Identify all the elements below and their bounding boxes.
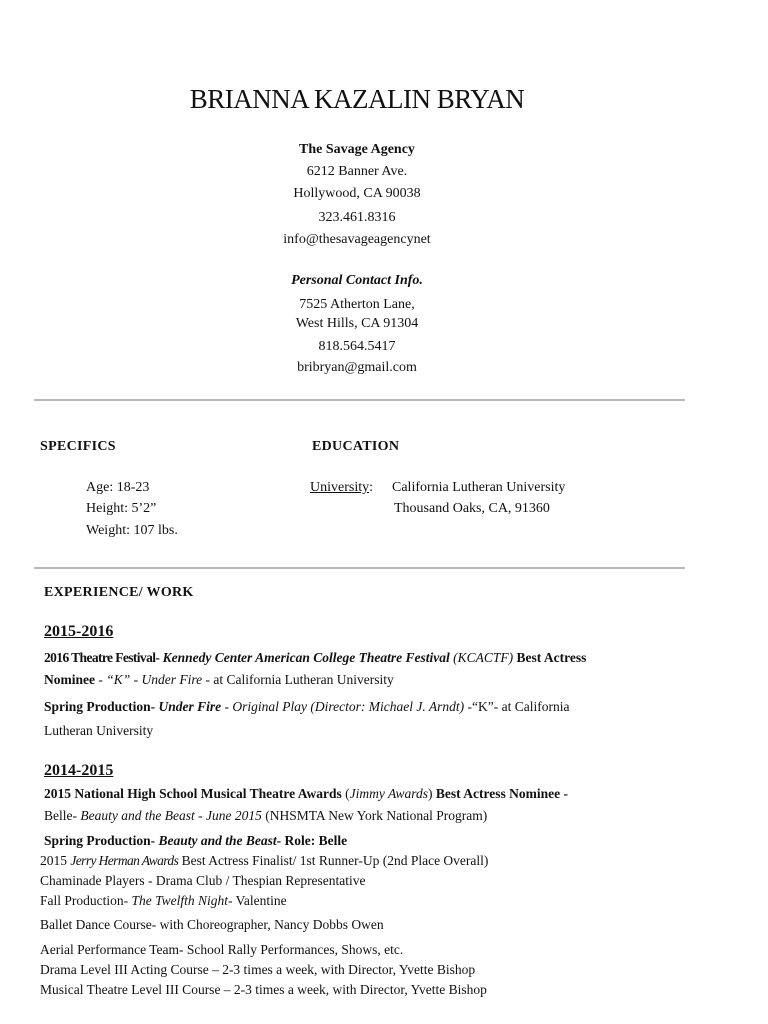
entry-jimmy-awards-lead: 2015 National High School Musical Theatre Awards xyxy=(44,786,342,801)
resume-name: BRIANNA KAZALIN BRYAN xyxy=(189,84,525,114)
entry-jimmy-show: Beauty and the Beast - June 2015 xyxy=(80,808,262,823)
specifics-weight: Weight: 107 lbs. xyxy=(86,523,178,538)
entry-theatre-festival-lead: 2016 Theatre Festival- xyxy=(44,650,160,665)
entry-drama-course: Drama Level III Acting Course – 2-3 times a week, with Director, Yvette Bishop xyxy=(40,962,476,977)
education-label xyxy=(310,480,373,496)
divider-middle xyxy=(34,567,685,569)
entry-spring-2015-lead: Spring Production- xyxy=(44,833,159,848)
agency-phone: 323.461.8316 xyxy=(318,210,396,225)
experience-heading: EXPERIENCE/ WORK xyxy=(44,585,194,600)
entry-spring-2016-show: Under Fire xyxy=(155,699,222,714)
entry-jimmy-awards xyxy=(44,786,568,802)
personal-phone: 818.564.5417 xyxy=(318,339,396,354)
entry-jimmy-program: (NHSMTA New York National Program) xyxy=(261,808,488,823)
education-heading: EDUCATION xyxy=(312,439,400,454)
entry-theatre-festival xyxy=(44,650,586,666)
entry-theatre-festival-cont xyxy=(44,672,394,688)
entry-spring-2016-play: Original Play (Director: Michael J. Arndt) xyxy=(232,699,465,714)
entry-jerry-rest: Best Actress Finalist/ 1st Runner-Up (2nd Place Overall) xyxy=(178,853,489,868)
entry-spring-2015 xyxy=(44,833,347,849)
entry-jimmy-award: Best Actress Nominee - xyxy=(432,786,569,801)
entry-jimmy-awards-name: Jimmy Awards xyxy=(349,786,429,801)
entry-chaminade: Chaminade Players - Drama Club / Thespian Representative xyxy=(40,873,366,888)
entry-spring-2016-dash: - xyxy=(221,699,233,714)
entry-theatre-festival-award: Best Actress xyxy=(513,650,587,665)
entry-jerry-year: 2015 xyxy=(40,853,71,868)
agency-address-line2: Hollywood, CA 90038 xyxy=(293,186,421,201)
divider-top xyxy=(34,399,685,401)
entry-nominee-role: “K” - Under Fire xyxy=(106,672,203,687)
entry-spring-2016-cont: Lutheran University xyxy=(44,723,154,738)
entry-jerry-herman xyxy=(40,853,488,869)
education-school: California Lutheran University xyxy=(392,480,566,495)
entry-spring-2016-role: -“K”- at California xyxy=(464,699,570,714)
education-label-colon: : xyxy=(369,480,373,495)
entry-jimmy-role: Belle- xyxy=(44,808,81,823)
entry-fall-role: - Valentine xyxy=(228,893,287,908)
year-heading-2014-2015: 2014-2015 xyxy=(44,762,114,779)
year-heading-2015-2016: 2015-2016 xyxy=(44,623,114,640)
entry-spring-2016 xyxy=(44,699,569,715)
agency-email: info@thesavageagencynet xyxy=(283,232,431,247)
entry-nominee-dash: - xyxy=(95,672,107,687)
entry-nominee-where: - at California Lutheran University xyxy=(202,672,394,687)
agency-name: The Savage Agency xyxy=(299,142,415,157)
personal-address-line1: 7525 Atherton Lane, xyxy=(299,297,415,312)
entry-nominee: Nominee xyxy=(44,672,95,687)
entry-theatre-festival-name: Kennedy Center American College Theatre Festival xyxy=(159,650,450,665)
entry-jimmy-paren-close: ) xyxy=(428,786,433,801)
entry-spring-2016-lead: Spring Production- xyxy=(44,699,156,714)
education-label-text: University xyxy=(310,480,370,495)
entry-fall-show: The Twelfth Night xyxy=(131,893,229,908)
agency-address-line1: 6212 Banner Ave. xyxy=(306,164,408,179)
specifics-age: Age: 18-23 xyxy=(86,480,150,495)
entry-spring-2015-role: - Role: Belle xyxy=(276,833,348,848)
entry-fall-production xyxy=(40,893,287,909)
personal-contact-heading: Personal Contact Info. xyxy=(291,273,423,288)
entry-jimmy-awards-cont xyxy=(44,808,487,824)
entry-musical-course: Musical Theatre Level III Course – 2-3 times a week, with Director, Yvette Bishop xyxy=(40,982,487,997)
entry-jerry-awards: Jerry Herman Awards xyxy=(70,853,179,868)
personal-address-line2: West Hills, CA 91304 xyxy=(295,316,419,331)
education-location: Thousand Oaks, CA, 91360 xyxy=(394,501,550,516)
specifics-heading: SPECIFICS xyxy=(40,439,116,454)
entry-theatre-festival-abbr: (KCACTF) xyxy=(449,650,514,665)
entry-spring-2015-show: Beauty and the Beast xyxy=(158,833,277,848)
entry-aerial: Aerial Performance Team- School Rally Performances, Shows, etc. xyxy=(40,942,404,957)
entry-ballet: Ballet Dance Course- with Choreographer, Nancy Dobbs Owen xyxy=(40,917,384,932)
entry-jimmy-paren-open: ( xyxy=(341,786,350,801)
specifics-height: Height: 5’2” xyxy=(86,501,157,516)
personal-email: bribryan@gmail.com xyxy=(297,360,417,375)
entry-fall-lead: Fall Production- xyxy=(40,893,132,908)
